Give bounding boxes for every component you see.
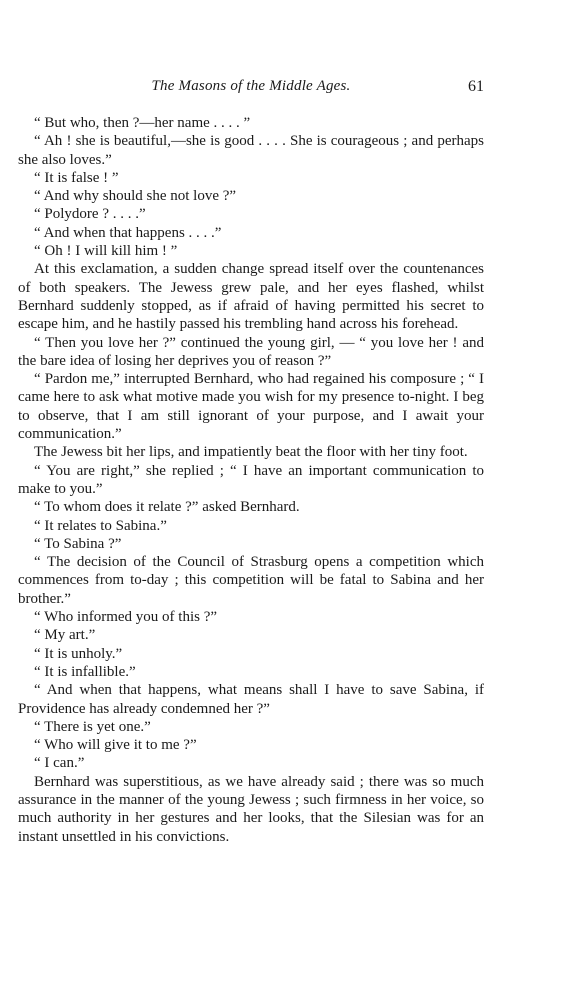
- paragraph: “ And why should she not love ?”: [34, 188, 237, 205]
- paragraph: “ Ah ! she is beautiful,—she is good . . . . She is courageous ; and perhaps she also loves.”: [18, 133, 484, 168]
- paragraph: “ It is infallible.”: [34, 663, 136, 680]
- paragraph: Bernhard was superstitious, as we have already said ; there was so much assurance in the manner of the young Jewess ; such firmness in her voice, so much authority in her gestures and her looks, that the Silesian was for an instant unsettled in his convictions.: [18, 773, 484, 845]
- paragraph: At this exclamation, a sudden change spread itself over the countenances of both speakers. The Jewess grew pale, and her eyes flashed, whilst Bernhard suddenly stopped, as if afraid of having permitted his secret to escape him, and he hastily passed his trembling hand across his forehead.: [18, 261, 484, 333]
- paragraph: “ Then you love her ?” continued the young girl, — “ you love her ! and the bare idea of losing her deprives you of reason ?”: [18, 334, 484, 369]
- paragraph: “ But who, then ?—her name . . . . ”: [34, 115, 251, 131]
- page-header: [18, 78, 484, 102]
- paragraph: “ My art.”: [34, 627, 96, 644]
- paragraph: “ Pardon me,” interrupted Bernhard, who had regained his composure ; “ I came here to ask what motive made you wish for my presence to-night. I beg to observe, that I am still ignorant of your purpose, and I await your communication.”: [18, 371, 484, 443]
- paragraph: “ It is false ! ”: [34, 169, 119, 186]
- running-title: The Masons of the Middle Ages.: [151, 78, 351, 94]
- paragraph: “ And when that happens . . . .”: [34, 224, 222, 241]
- paragraph: The Jewess bit her lips, and impatiently beat the floor with her tiny foot.: [34, 444, 468, 461]
- paragraph: “ You are right,” she replied ; “ I have an important communication to make to you.”: [18, 462, 484, 497]
- page-number: 61: [468, 78, 484, 95]
- book-page: [18, 78, 484, 846]
- paragraph: “ To whom does it relate ?” asked Bernhard.: [34, 499, 300, 516]
- paragraph: “ Polydore ? . . . .”: [34, 206, 146, 223]
- paragraph: “ There is yet one.”: [34, 718, 151, 735]
- paragraph: “ Who informed you of this ?”: [34, 609, 218, 626]
- page-body: [18, 114, 484, 846]
- paragraph: “ It relates to Sabina.”: [34, 517, 167, 534]
- paragraph: “ Who will give it to me ?”: [34, 737, 197, 754]
- paragraph: “ To Sabina ?”: [34, 535, 122, 552]
- paragraph: “ It is unholy.”: [34, 645, 123, 662]
- paragraph: “ The decision of the Council of Strasburg opens a competition which commences from to-day ; this competition will be fatal to Sabina and her brother.”: [18, 554, 484, 607]
- paragraph: “ I can.”: [34, 755, 85, 772]
- paragraph: “ Oh ! I will kill him ! ”: [34, 243, 178, 260]
- paragraph: “ And when that happens, what means shall I have to save Sabina, if Providence has already condemned her ?”: [18, 682, 484, 717]
